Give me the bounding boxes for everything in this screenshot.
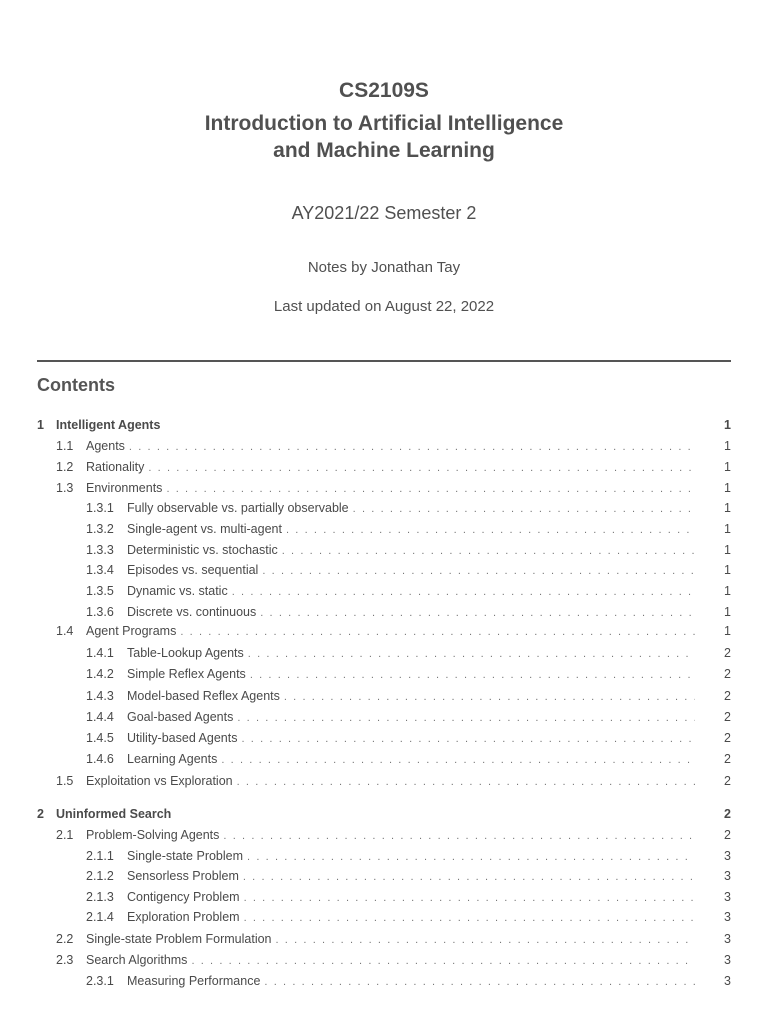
toc-entry-number: 1.4.6 xyxy=(86,752,114,766)
toc-entry-page: 3 xyxy=(724,890,731,904)
toc-entry-title: Discrete vs. continuous xyxy=(127,605,257,619)
toc-entry-page: 3 xyxy=(724,869,731,883)
toc-entry-number: 1 xyxy=(37,418,44,432)
toc-entry-title: Measuring Performance xyxy=(127,974,261,988)
toc-entry-number: 1.2 xyxy=(56,460,74,474)
toc-entry[interactable] xyxy=(37,772,731,790)
toc-entry-title: Problem-Solving Agents xyxy=(86,828,220,842)
toc-entry-number: 1.4.4 xyxy=(86,710,114,724)
author: Notes by Jonathan Tay xyxy=(307,259,461,276)
toc-entry-title: Agent Programs xyxy=(86,624,177,638)
toc-entry[interactable] xyxy=(37,416,731,434)
toc-entry[interactable] xyxy=(37,499,731,517)
toc-dot-leader xyxy=(276,931,696,949)
toc-entry-number: 2.1.3 xyxy=(86,890,114,904)
toc-dot-leader xyxy=(260,604,695,622)
last-updated: Last updated on August 22, 2022 xyxy=(273,298,495,315)
toc-entry[interactable] xyxy=(37,888,731,906)
toc-dot-leader xyxy=(244,889,695,907)
toc-dot-leader xyxy=(232,583,695,601)
toc-entry-page: 1 xyxy=(724,501,731,515)
toc-dot-leader xyxy=(284,688,695,706)
toc-entry-title: Contigency Problem xyxy=(127,890,240,904)
toc-entry-page: 1 xyxy=(724,584,731,598)
toc-entry-number: 1.3.2 xyxy=(86,522,114,536)
contents-heading: Contents xyxy=(37,375,115,395)
toc-entry[interactable] xyxy=(37,603,731,621)
toc-entry-page: 3 xyxy=(724,849,731,863)
toc-entry-page: 3 xyxy=(724,974,731,988)
toc-entry-title: Exploration Problem xyxy=(127,910,240,924)
toc-entry[interactable] xyxy=(37,582,731,600)
toc-dot-leader xyxy=(241,730,695,748)
toc-dot-leader xyxy=(243,868,695,886)
semester: AY2021/22 Semester 2 xyxy=(291,203,477,223)
toc-entry-page: 2 xyxy=(724,774,731,788)
toc-entry[interactable] xyxy=(37,622,731,640)
toc-entry-page: 2 xyxy=(724,752,731,766)
toc-entry-title: Utility-based Agents xyxy=(127,731,238,745)
toc-entry[interactable] xyxy=(37,520,731,538)
toc-entry-page: 2 xyxy=(724,807,731,821)
toc-dot-leader xyxy=(244,909,695,927)
toc-entry-title: Table-Lookup Agents xyxy=(127,646,244,660)
toc-dot-leader xyxy=(264,973,695,991)
toc-entry-title: Single-agent vs. multi-agent xyxy=(127,522,282,536)
toc-entry[interactable] xyxy=(37,708,731,726)
toc-entry-page: 2 xyxy=(724,667,731,681)
toc-entry[interactable] xyxy=(37,437,731,455)
toc-dot-leader xyxy=(129,438,695,456)
title-line-2: and Machine Learning xyxy=(273,139,495,162)
toc-entry-title: Model-based Reflex Agents xyxy=(127,689,280,703)
toc-entry[interactable] xyxy=(37,930,731,948)
toc-entry-number: 1.3.5 xyxy=(86,584,114,598)
toc-dot-leader xyxy=(282,542,695,560)
toc-entry[interactable] xyxy=(37,908,731,926)
toc-entry-page: 3 xyxy=(724,953,731,967)
toc-entry-title: Intelligent Agents xyxy=(56,418,161,432)
toc-entry[interactable] xyxy=(37,479,731,497)
toc-entry-number: 1.3.4 xyxy=(86,563,114,577)
toc-entry-page: 2 xyxy=(724,731,731,745)
toc-entry-number: 1.1 xyxy=(56,439,74,453)
toc-entry-number: 2.3 xyxy=(56,953,74,967)
toc-entry-page: 1 xyxy=(724,624,731,638)
toc-dot-leader xyxy=(248,645,695,663)
toc-dot-leader xyxy=(191,952,695,970)
toc-entry[interactable] xyxy=(37,458,731,476)
toc-entry-number: 1.4.5 xyxy=(86,731,114,745)
title-line-1: Introduction to Artificial Intelligence xyxy=(204,112,564,135)
toc-entry-title: Dynamic vs. static xyxy=(127,584,228,598)
toc-entry-title: Rationality xyxy=(86,460,145,474)
toc-entry-number: 2.2 xyxy=(56,932,74,946)
toc-entry[interactable] xyxy=(37,687,731,705)
toc-dot-leader xyxy=(221,751,695,769)
toc-entry-page: 1 xyxy=(724,481,731,495)
toc-entry[interactable] xyxy=(37,561,731,579)
toc-entry-title: Fully observable vs. partially observable xyxy=(127,501,349,515)
toc-entry-title: Learning Agents xyxy=(127,752,218,766)
toc-entry-number: 2.3.1 xyxy=(86,974,114,988)
toc-entry-page: 3 xyxy=(724,932,731,946)
toc-entry-page: 1 xyxy=(724,439,731,453)
toc-entry[interactable] xyxy=(37,750,731,768)
toc-entry-page: 3 xyxy=(724,910,731,924)
toc-entry-number: 2.1.1 xyxy=(86,849,114,863)
toc-dot-leader xyxy=(237,709,695,727)
toc-entry-number: 2 xyxy=(37,807,44,821)
toc-entry-page: 1 xyxy=(724,460,731,474)
toc-entry-title: Single-state Problem xyxy=(127,849,244,863)
toc-entry-title: Single-state Problem Formulation xyxy=(86,932,272,946)
toc-entry-number: 2.1.4 xyxy=(86,910,114,924)
toc-dot-leader xyxy=(247,848,695,866)
toc-entry[interactable] xyxy=(37,665,731,683)
toc-entry-page: 1 xyxy=(724,418,731,432)
toc-entry-number: 1.3.1 xyxy=(86,501,114,515)
toc-entry[interactable] xyxy=(37,644,731,662)
toc-dot-leader xyxy=(180,623,695,641)
toc-dot-leader xyxy=(223,827,695,845)
toc-entry-number: 1.3.3 xyxy=(86,543,114,557)
toc-entry-number: 1.3 xyxy=(56,481,74,495)
toc-entry-title: Simple Reflex Agents xyxy=(127,667,246,681)
toc-entry-title: Agents xyxy=(86,439,125,453)
toc-dot-leader xyxy=(148,459,695,477)
toc-entry[interactable] xyxy=(37,847,731,865)
toc-dot-leader xyxy=(262,562,695,580)
toc-entry-title: Uninformed Search xyxy=(56,807,172,821)
toc-entry-page: 1 xyxy=(724,605,731,619)
toc-entry-title: Exploitation vs Exploration xyxy=(86,774,233,788)
toc-dot-leader xyxy=(237,773,695,791)
toc-entry-page: 1 xyxy=(724,543,731,557)
toc-entry[interactable] xyxy=(37,951,731,969)
toc-entry-page: 2 xyxy=(724,828,731,842)
toc-entry-title: Goal-based Agents xyxy=(127,710,234,724)
course-code: CS2109S xyxy=(339,79,429,102)
toc-dot-leader xyxy=(286,521,695,539)
toc-dot-leader xyxy=(250,666,695,684)
toc-entry-number: 1.4.1 xyxy=(86,646,114,660)
toc-entry-page: 2 xyxy=(724,689,731,703)
toc-entry-number: 1.5 xyxy=(56,774,74,788)
toc-entry-title: Sensorless Problem xyxy=(127,869,239,883)
toc-entry[interactable] xyxy=(37,541,731,559)
toc-entry-page: 2 xyxy=(724,710,731,724)
toc-entry-title: Deterministic vs. stochastic xyxy=(127,543,278,557)
toc-entry-number: 1.4.2 xyxy=(86,667,114,681)
toc-entry-title: Search Algorithms xyxy=(86,953,188,967)
toc-entry-number: 1.3.6 xyxy=(86,605,114,619)
toc-entry[interactable] xyxy=(37,867,731,885)
toc-entry[interactable] xyxy=(37,826,731,844)
toc-entry-title: Episodes vs. sequential xyxy=(127,563,259,577)
toc-entry-number: 1.4.3 xyxy=(86,689,114,703)
toc-dot-leader xyxy=(166,480,695,498)
toc-dot-leader xyxy=(353,500,695,518)
toc-entry-title: Environments xyxy=(86,481,163,495)
toc-entry-number: 2.1.2 xyxy=(86,869,114,883)
toc-entry[interactable] xyxy=(37,805,731,823)
toc-entry-number: 1.4 xyxy=(56,624,74,638)
toc-entry-page: 1 xyxy=(724,563,731,577)
toc-entry-page: 2 xyxy=(724,646,731,660)
toc-entry[interactable] xyxy=(37,729,731,747)
toc-entry[interactable] xyxy=(37,972,731,990)
toc-entry-page: 1 xyxy=(724,522,731,536)
toc-entry-number: 2.1 xyxy=(56,828,74,842)
